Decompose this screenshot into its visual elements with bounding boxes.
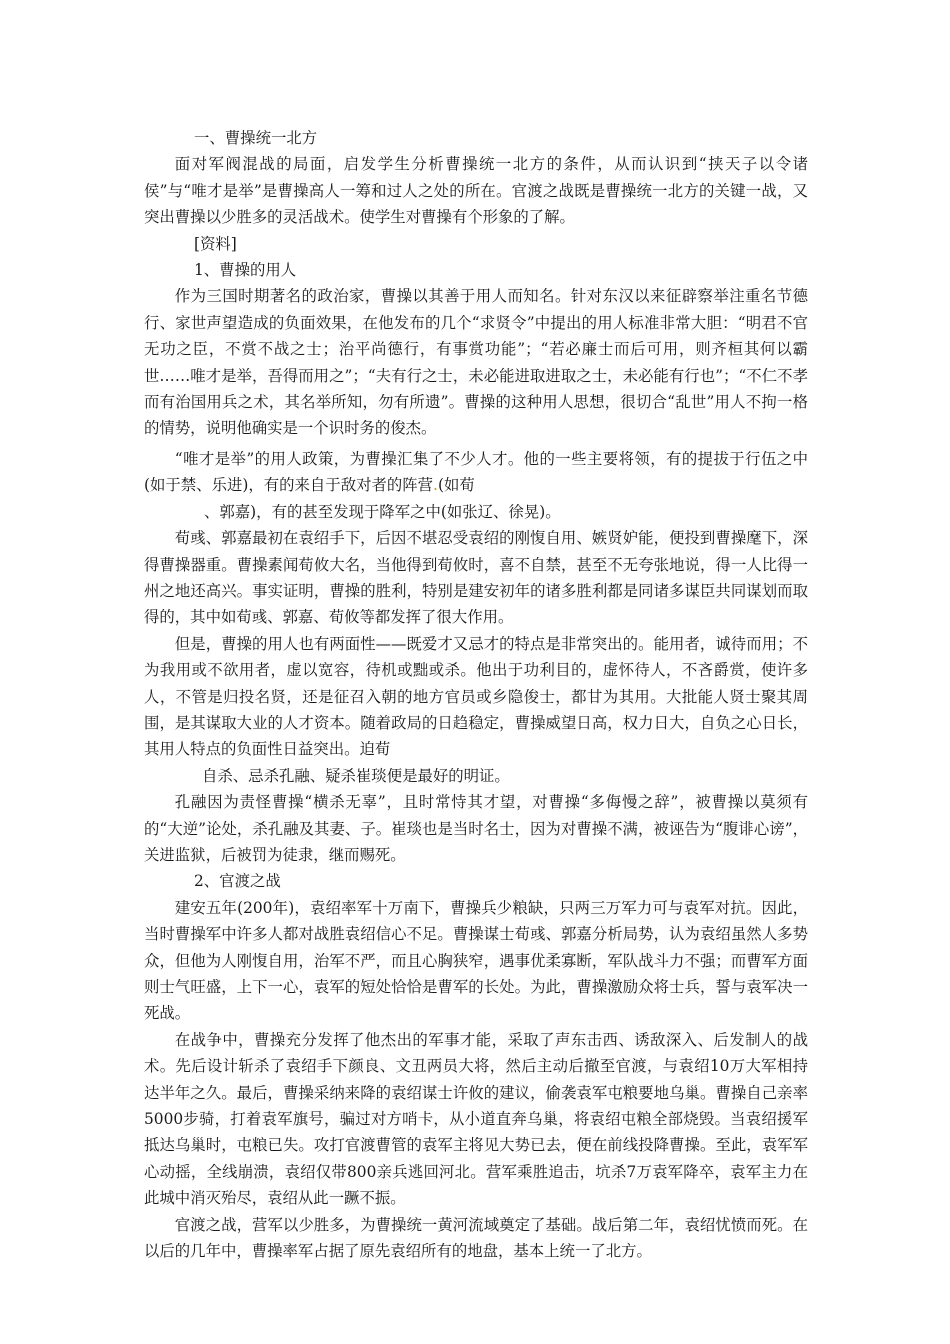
employment-paragraph-4: 但是，曹操的用人也有两面性——既爱才又忌才的特点是非常突出的。能用者，诚待而用；不为我用或不欲用者，虚以宽容，待机或黜或杀。他出于功利目的，虚怀待人，不吝爵赏，使许多人，不管是归投名贤，还是征召入朝的地方官员或乡隐俊士，都甘为其用。大批能人贤士聚其周围，是其谋取大业的人才资本。随着政局的日趋稳定，曹操威望日高，权力日大，自负之心日长，其用人特点的负面性日益突出。迫荀 [144,634,808,759]
employment-paragraph-1: 作为三国时期著名的政治家，曹操以其善于用人而知名。针对东汉以来征辟察举注重名节德行、家世声望造成的负面效果，在他发布的几个“求贤令”中提出的用人标准非常大胆：“明君不官无功之臣，不赏不战之士；治平尚德行，有事赏功能”；“若必廉士而后可用，则齐桓其何以霸世……唯才是举，吾得而用之”；“夫有行之士，未必能进取进取之士，未必能有行也”；“不仁不孝而有治国用兵之术，其名举所知，勿有所遗”。曹操的这种用人思想，很切合“乱世”用人不拘一格的情势，说明他确实是一个识时务的俊杰。 [144,287,808,438]
employment-paragraph-2-text: “唯才是举”的用人政策，为曹操汇集了不少人才。他的一些主要将领，有的提拔于行伍之中(如于禁、乐进)，有的来自于敌对者的阵营 [144,449,808,495]
guandu-paragraph-3: 官渡之战，营军以少胜多，为曹操统一黄河流域奠定了基础。战后第二年，袁绍忧愤而死。在以后的几年中，曹操率军占据了原先袁绍所有的地盘，基本上统一了北方。 [144,1215,808,1261]
material-label: [资料] [194,234,237,253]
guandu-paragraph-1: 建安五年(200年)，袁绍率军十万南下，曹操兵少粮缺，只两三万军力可与袁军对抗。因此，当时曹操军中许多人都对战胜袁绍信心不足。曹操谋士荀彧、郭嘉分析局势，认为袁绍虽然人多势众，但他为人刚愎自用，治军不严，而且心胸狭窄，遇事优柔寡断，军队战斗力不强；而曹军方面则士气旺盛，上下一心，袁军的短处恰恰是曹军的长处。为此，曹操激励众将士兵，誓与袁军决一死战。 [144,898,808,1023]
intro-paragraph: 面对军阀混战的局面，启发学生分析曹操统一北方的条件，从而认识到“挟天子以令诸侯”与“唯才是举”是曹操高人一筹和过人之处的所在。官渡之战既是曹操统一北方的关键一战，又突出曹操以少胜多的灵活战术。使学生对曹操有个形象的了解。 [144,155,808,227]
employment-paragraph-2 [144,446,808,499]
employment-paragraph-2-continued: 、郭嘉)，有的甚至发现于降军之中(如张辽、徐晃)。 [204,502,561,521]
subsection-title-guandu: 2、官渡之战 [194,872,281,891]
guandu-paragraph-2: 在战争中，曹操充分发挥了他杰出的军事才能，采取了声东击西、诱敌深入、后发制人的战术。先后设计斩杀了袁绍手下颜良、文丑两员大将，然后主动后撤至官渡，与袁绍10万大军相持达半年之久。最后，曹操采纳来降的袁绍谋士许攸的建议，偷袭袁军屯粮要地乌巢。曹操自己亲率5000步骑，打着袁军旗号，骗过对方哨卡，从小道直奔乌巢，将袁绍屯粮全部烧毁。当袁绍援军抵达乌巢时，屯粮已失。攻打官渡曹管的袁军主将见大势已去，便在前线投降曹操。至此，袁军军心动摇，全线崩溃，袁绍仅带800亲兵逃回河北。营军乘胜追击，坑杀7万袁军降卒，袁军主力在此城中消灭殆尽，袁绍从此一蹶不振。 [144,1030,808,1208]
employment-paragraph-3: 荀彧、郭嘉最初在袁绍手下，后因不堪忍受袁绍的刚愎自用、嫉贤妒能，便投到曹操麾下，深得曹操器重。曹操素闻荀攸大名，当他得到荀攸时，喜不自禁，甚至不无夸张地说，得一人比得一州之地还高兴。事实证明，曹操的胜利，特别是建安初年的诸多胜利都是同诸多谋臣共同谋划而取得的，其中如荀彧、郭嘉、荀攸等都发挥了很大作用。 [144,529,808,627]
employment-paragraph-4-continued: 自杀、忌杀孔融、疑杀崔琰便是最好的明证。 [202,766,510,785]
subsection-title-employment: 1、曹操的用人 [194,261,297,280]
employment-paragraph-5: 孔融因为责怪曹操“横杀无辜”，且时常恃其才望，对曹操“多侮慢之辞”，被曹操以莫须有的“大逆”论处，杀孔融及其妻、子。崔琰也是当时名士，因为对曹操不满，被诬告为“腹诽心谤”，关进监狱，后被罚为徒隶，继而赐死。 [144,793,808,864]
document-body [144,125,808,1264]
section-title: 一、曹操统一北方 [194,129,318,147]
dot-mark: . [433,476,438,495]
employment-paragraph-2-tail: (如荀 [437,476,475,495]
